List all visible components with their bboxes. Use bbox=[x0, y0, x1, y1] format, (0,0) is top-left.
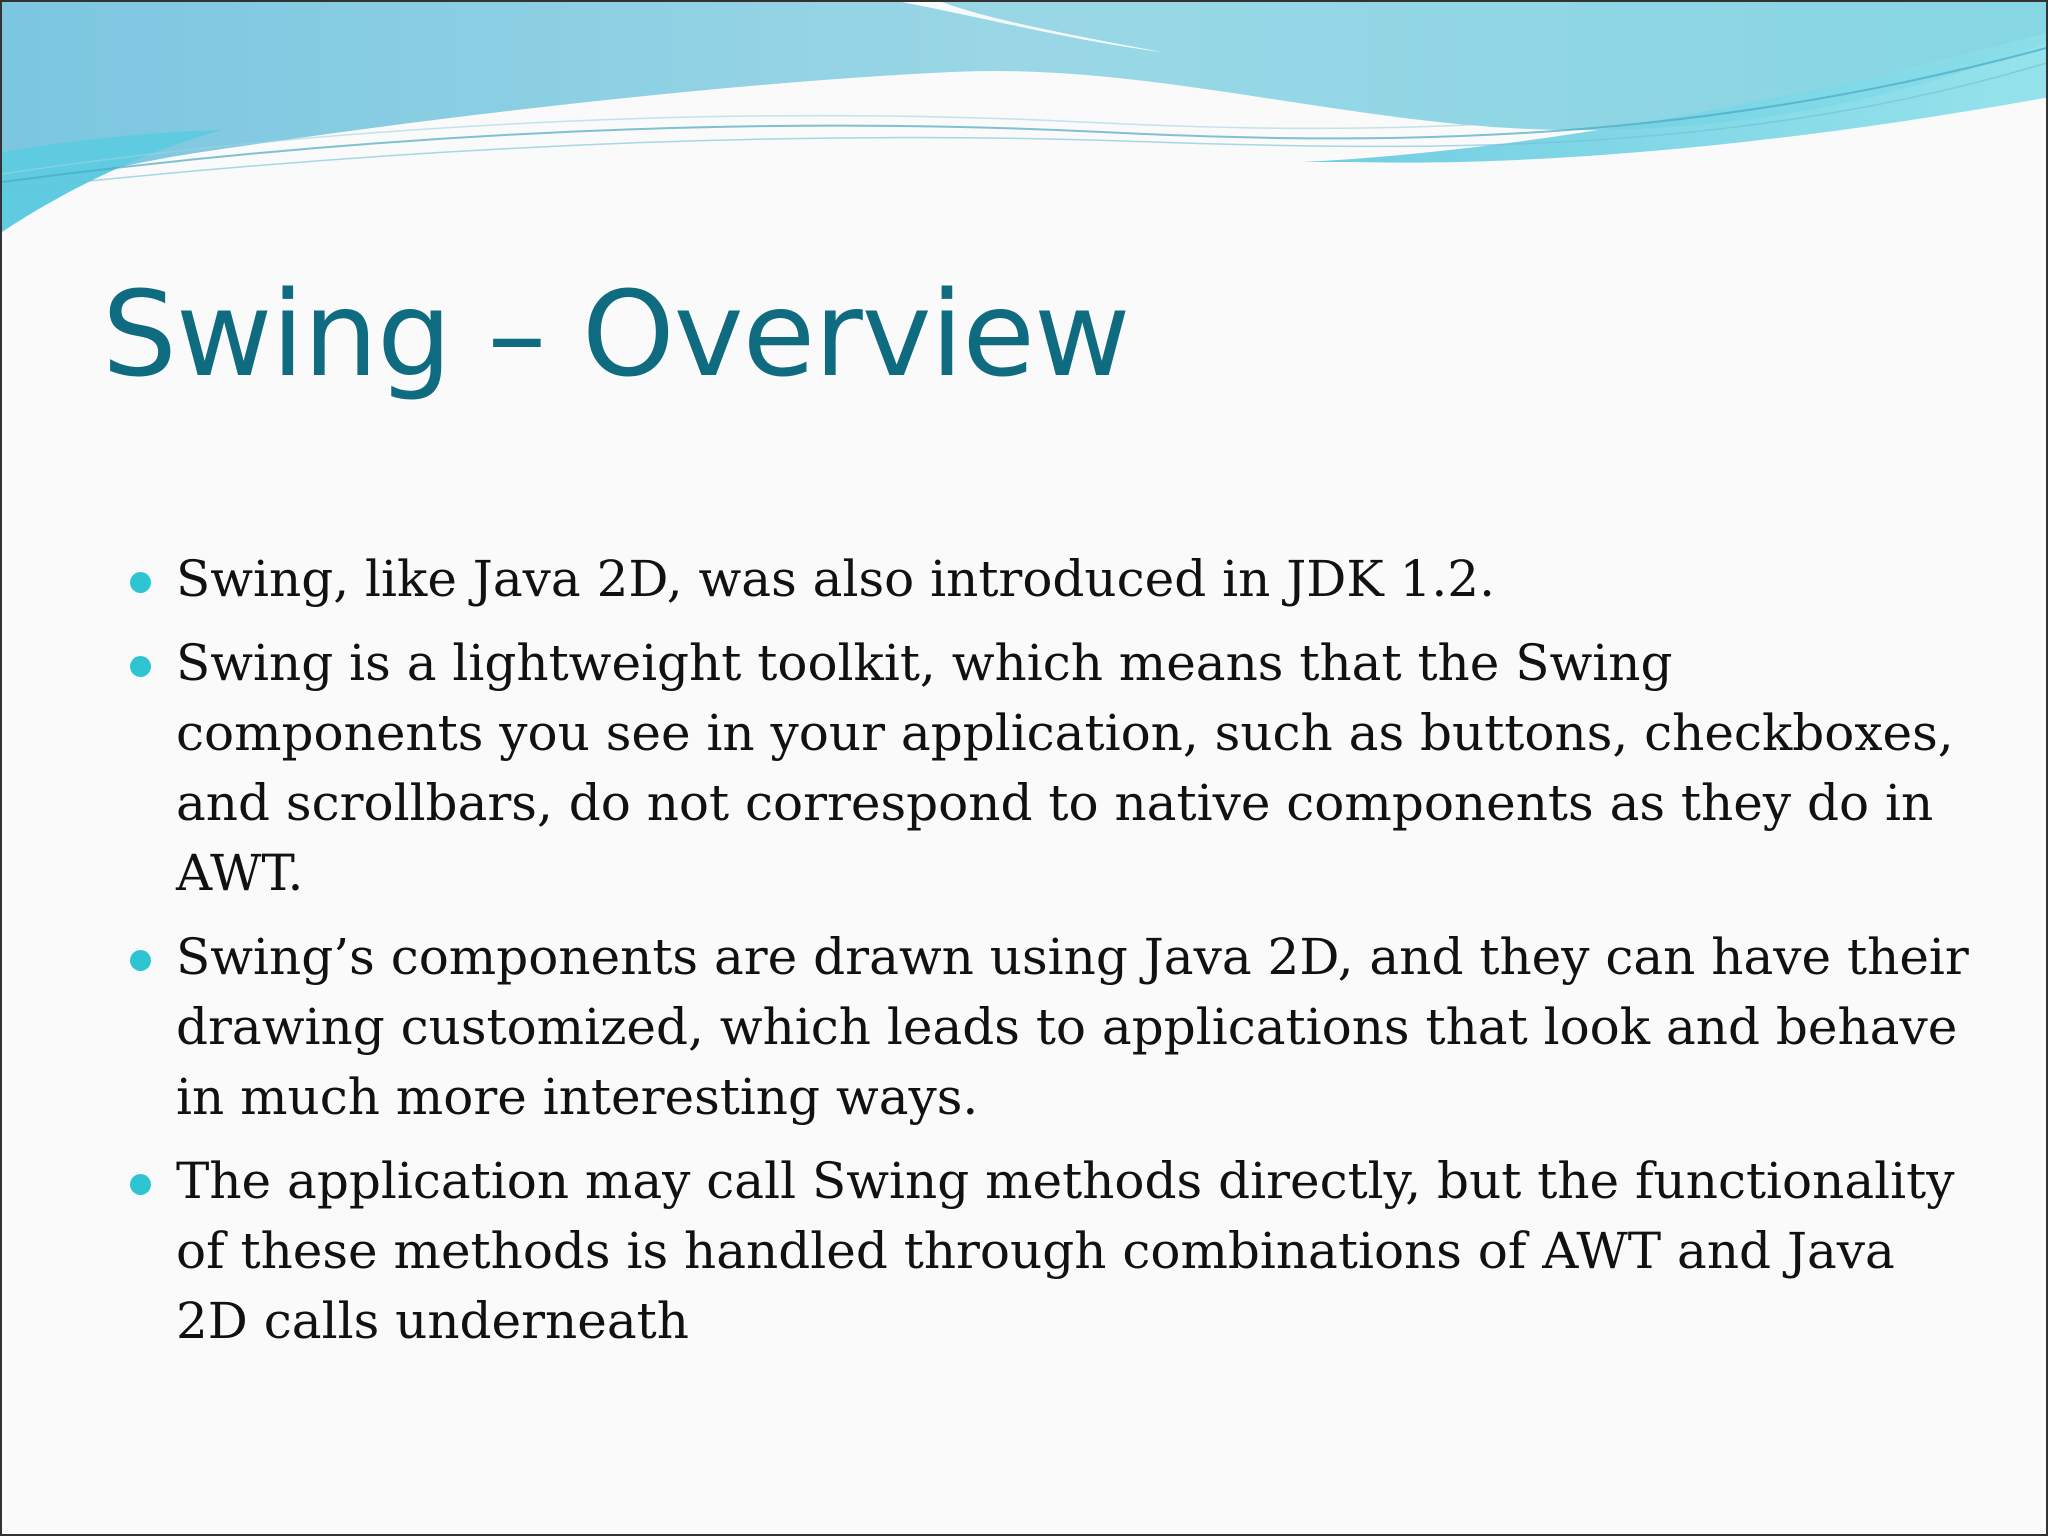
bullet-text: Swing is a lightweight toolkit, which means that the Swing components you see in your application, such as buttons, checkboxes, and scrollbars, do not correspond to native components as they do in AWT. bbox=[176, 634, 1954, 902]
bullet-item bbox=[176, 628, 1976, 908]
bullet-list bbox=[176, 544, 1976, 1370]
bullet-item bbox=[176, 922, 1976, 1132]
circle-bullet-icon bbox=[130, 950, 151, 971]
bullet-item bbox=[176, 544, 1976, 614]
circle-bullet-icon bbox=[130, 656, 151, 677]
wave-banner-graphic bbox=[2, 2, 2048, 262]
circle-bullet-icon bbox=[130, 1174, 151, 1195]
circle-bullet-icon bbox=[130, 572, 151, 593]
bullet-text: Swing’s components are drawn using Java 2D, and they can have their drawing customized, which leads to applications that look and behave in much more interesting ways. bbox=[176, 928, 1969, 1126]
bullet-item bbox=[176, 1146, 1976, 1356]
bullet-text: The application may call Swing methods directly, but the functionality of these methods is handled through combinations of AWT and Java 2D calls underneath bbox=[176, 1152, 1955, 1350]
bullet-text: Swing, like Java 2D, was also introduced in JDK 1.2. bbox=[176, 550, 1495, 608]
slide-title: Swing – Overview bbox=[102, 265, 1130, 403]
